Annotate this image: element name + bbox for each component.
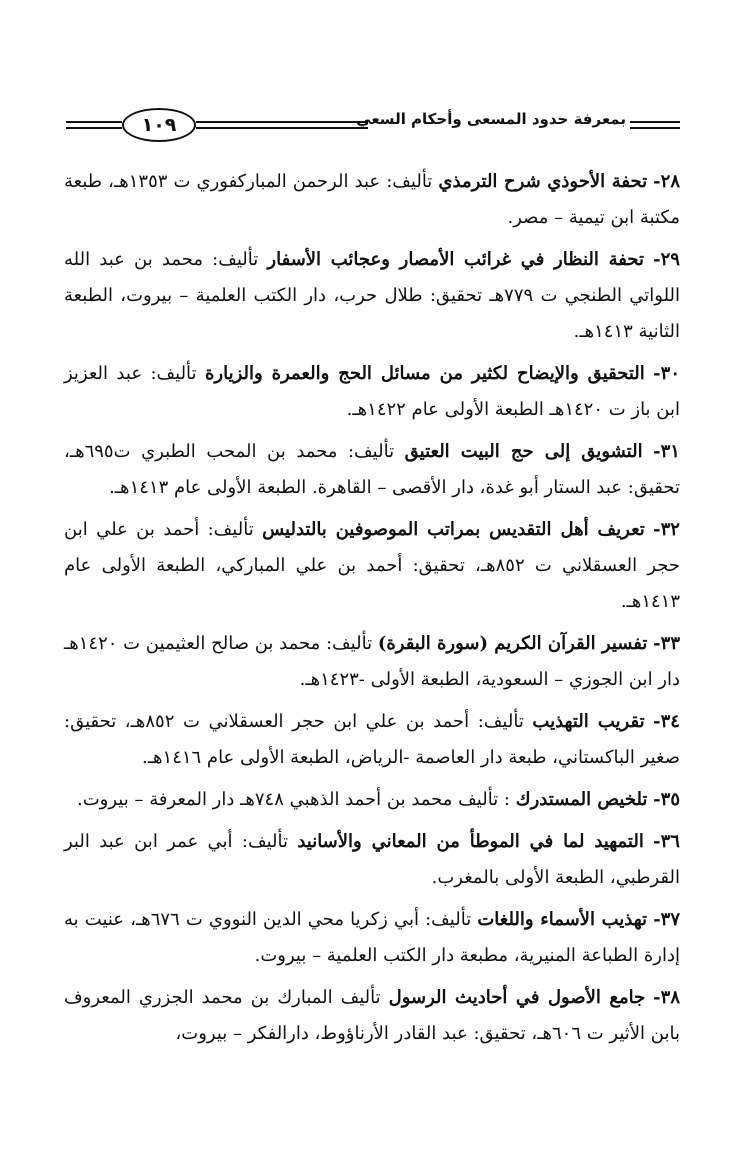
entry-title: تحفة النظار في غرائب الأمصار وعجائب الأسفار (267, 249, 644, 270)
bibliography-entry (64, 512, 680, 620)
entry-number: ٢٩- (653, 249, 680, 270)
entry-title: تقريب التهذيب (532, 711, 645, 732)
bibliography-entry (64, 704, 680, 776)
header-rule-left-inner (196, 121, 368, 131)
bibliography-list (64, 164, 680, 1058)
entry-details: تأليف: أبي عمر ابن عبد البر القرطبي، الطبعة الأولى بالمغرب. (64, 831, 680, 888)
entry-title: تهذيب الأسماء واللغات (477, 909, 648, 930)
bibliography-entry (64, 164, 680, 236)
bibliography-entry (64, 626, 680, 698)
entry-number: ٢٨- (653, 171, 680, 192)
entry-details: تأليف: محمد بن عبد الله اللواتي الطنجي ت ٧٧٩هـ تحقيق: طلال حرب، دار الكتب العلمية – بيروت، الطبعة الثانية ١٤١٣هـ. (64, 249, 681, 342)
bibliography-entry (64, 902, 680, 974)
entry-number: ٣٨- (653, 987, 680, 1008)
entry-number: ٣٥- (653, 789, 680, 810)
entry-details: تأليف: أبي زكريا محي الدين النووي ت ٦٧٦هـ، عنيت به إدارة الطباعة المنيرية، مطبعة دار الكتب العلمية – بيروت. (64, 909, 680, 966)
entry-details: : تأليف محمد بن أحمد الذهبي ٧٤٨هـ دار المعرفة – بيروت. (77, 789, 510, 810)
entry-details: تأليف: أحمد بن علي ابن حجر العسقلاني ت ٨٥٢هـ، تحقيق: أحمد بن علي المباركي، الطبعة الأولى عام ١٤١٣هـ. (64, 519, 681, 612)
entry-details: تأليف: محمد بن صالح العثيمين ت ١٤٢٠هـ دار ابن الجوزي – السعودية، الطبعة الأولى -١٤٢٣هـ. (63, 633, 680, 690)
entry-details: تأليف: أحمد بن علي ابن حجر العسقلاني ت ٨٥٢هـ، تحقيق: صغير الباكستاني، طبعة دار العاصمة -الرياض، الطبعة الأولى عام ١٤١٦هـ. (64, 711, 680, 768)
entry-title: تحفة الأحوذي شرح الترمذي (438, 171, 648, 192)
entry-number: ٣٤- (653, 711, 680, 732)
entry-details: تأليف: عبد العزيز ابن باز ت ١٤٢٠هـ الطبعة الأولى عام ١٤٢٢هـ. (64, 363, 680, 420)
entry-title: التشويق إلى حج البيت العتيق (404, 441, 643, 462)
entry-number: ٣١- (653, 441, 680, 462)
bibliography-entry (64, 356, 680, 428)
entry-title: جامع الأصول في أحاديث الرسول (388, 987, 646, 1008)
entry-details: تأليف: عبد الرحمن المباركفوري ت ١٣٥٣هـ، طبعة مكتبة ابن تيمية – مصر. (64, 171, 680, 228)
header-rule-right (630, 121, 680, 131)
running-title: بمعرفة حدود المسعى وأحكام السعي (356, 110, 626, 128)
bibliography-entry (64, 242, 680, 350)
entry-title: تلخيص المستدرك (515, 789, 648, 810)
page-number: ١٠٩ (122, 108, 196, 142)
entry-title: التحقيق والإيضاح لكثير من مسائل الحج والعمرة والزيارة (204, 363, 645, 384)
bibliography-entry (64, 782, 680, 818)
entry-number: ٣٧- (653, 909, 681, 930)
entry-number: ٣٣- (653, 633, 680, 654)
entry-title: تعريف أهل التقديس بمراتب الموصوفين بالتدليس (262, 519, 645, 540)
entry-title: تفسير القرآن الكريم (سورة البقرة) (377, 633, 648, 654)
bibliography-entry (64, 980, 680, 1052)
entry-details: تأليف المبارك بن محمد الجزري المعروف بابن الأثير ت ٦٠٦هـ، تحقيق: عبد القادر الأرناؤوط، دارالفكر – بيروت، (64, 987, 680, 1044)
entry-number: ٣٦- (653, 831, 680, 852)
bibliography-entry (64, 824, 680, 896)
header-rule-left-outer (66, 121, 122, 131)
entry-details: تأليف: محمد بن المحب الطبري ت٦٩٥هـ، تحقيق: عبد الستار أبو غدة، دار الأقصى – القاهرة. الطبعة الأولى عام ١٤١٣هـ. (64, 441, 680, 498)
bibliography-entry (64, 434, 680, 506)
page-header (66, 108, 678, 148)
entry-title: التمهيد لما في الموطأ من المعاني والأسانيد (297, 831, 644, 852)
entry-number: ٣٠- (653, 363, 680, 384)
entry-number: ٣٢- (653, 519, 680, 540)
